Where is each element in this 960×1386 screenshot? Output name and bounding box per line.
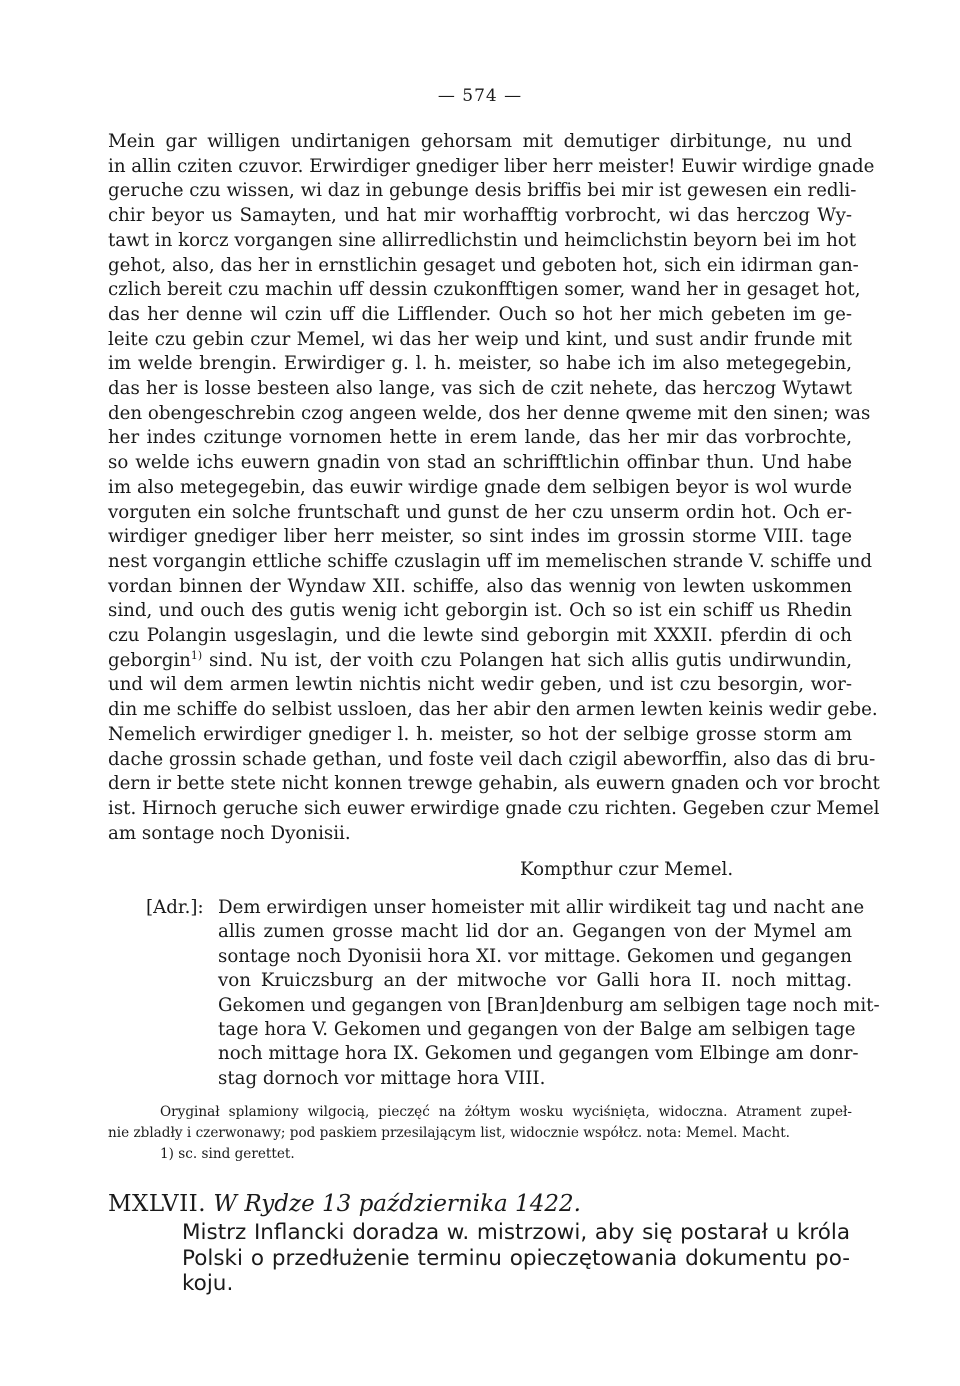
body-line: her indes czitunge vornomen hette in erem lande, das her mir das vorbrochte, — [108, 427, 852, 449]
address-line: sontage noch Dyonisii hora XI. vor mittage. Gekomen und gegangen — [218, 945, 852, 967]
summary-line: koju. — [182, 1271, 234, 1296]
body-line: den obengeschrebin czog angeen welde, dos her denne qweme mit den sinen; was — [108, 402, 871, 424]
footnote-line: nie zbladły i czerwonawy; pod paskiem przesilającym list, widocznie współcz. nota: Memel. Macht. — [108, 1125, 790, 1141]
footnote-marker: 1) — [190, 648, 203, 662]
body-line-with-footnote — [108, 649, 852, 674]
body-line: nest vorgangin ettliche schiffe czuslagin uff im memelischen strande V. schiffe und — [108, 550, 872, 572]
document-number: MXLVII. — [108, 1191, 207, 1217]
address-line: allis zumen grosse macht lid dor an. Gegangen von der Mymel am — [218, 921, 852, 943]
body-line: ist. Hirnoch geruche sich euwer erwirdige gnade czu richten. Gegeben czur Memel — [108, 797, 880, 819]
body-line: gehot, also, das her in ernstlichin gesaget und geboten hot, sich ein idirman gan- — [108, 254, 859, 276]
address-text — [218, 896, 880, 1091]
address-line: noch mittage hora IX. Gekomen und gegangen vom Elbinge am donr- — [218, 1043, 859, 1065]
body-line: das her denne wil czin uff die Lifflender. Ouch so hot her mich gebeten im ge- — [108, 303, 852, 325]
summary-line: Polski o przedłużenie terminu opieczętowania dokumentu po- — [182, 1245, 850, 1271]
body-line: im also metegegebin, das euwir wirdige gnade dem selbigen beyor is wol wurde — [108, 476, 852, 498]
body-line: und wil dem armen lewtin nichtis nicht wedir geben, und ist czu besorgin, wor- — [108, 674, 852, 696]
body-line: geruche czu wissen, wi daz in gebunge desis briffis bei mir ist gewesen ein redli- — [108, 180, 857, 202]
footnotes — [108, 1102, 852, 1165]
body-line: leite czu gebin czur Memel, wi das her weip und kint, und sust andir frunde mit — [108, 328, 852, 350]
body-line: czu Polangin usgeslagin, und die lewte sind geborgin mit XXXII. pferdin di och — [108, 625, 852, 647]
body-line: chir beyor us Samayten, und hat mir worhafftig vorbrocht, wi das herczog Wy- — [108, 205, 852, 227]
document-date: W Rydze 13 października 1422. — [213, 1191, 581, 1217]
body-line: dern ir bette stete nicht konnen trewge gehabin, als euwern gnaden och vor brocht — [108, 773, 880, 795]
body-line: wirdiger gnediger liber herr meister, so sint indes im grossin storme VIII. tage — [108, 526, 852, 548]
address-label: [Adr.]: — [146, 897, 204, 918]
body-line: vorguten ein solche fruntschaft und gunst de her czu unserm ordin hot. Och er- — [108, 501, 852, 523]
footnote-line: Oryginał splamiony wilgocią, pieczęć na żółtym wosku wyciśnięta, widoczna. Atrament zupeł- — [160, 1104, 852, 1120]
body-line-part: geborgin — [108, 649, 191, 671]
body-line-part: sind. Nu ist, der voith czu Polangen hat sich allis gutis undirwundin, — [208, 649, 852, 671]
body-line: sind, und ouch des gutis wenig icht geborgin ist. Och so ist ein schiff us Rhedin — [108, 600, 852, 622]
body-line: vordan binnen der Wyndaw XII. schiffe, also das wennig von lewten uskommen — [108, 575, 852, 597]
body-line: in allin cziten czuvor. Erwirdiger gnediger liber herr meister! Euwir wirdige gnade — [108, 155, 875, 177]
body-line: Nemelich erwirdiger gnediger l. h. meister, so hot der selbige grosse storm am — [108, 723, 852, 745]
address-line: von Kruiczsburg an der mitwoche vor Galli hora II. noch mittag. — [218, 970, 852, 992]
body-line: im welde brengin. Erwirdiger g. l. h. meister, so habe ich im also metegegebin, — [108, 353, 852, 375]
address-line: Gekomen und gegangen von [Bran]denburg am selbigen tage noch mit- — [218, 994, 880, 1016]
address-line: Dem erwirdigen unser homeister mit allir wirdikeit tag und nacht ane — [218, 897, 865, 918]
body-line: am sontage noch Dyonisii. — [108, 822, 351, 844]
address-line: tage hora V. Gekomen und gegangen von der Balge am selbigen tage — [218, 1019, 856, 1041]
body-line: das her is losse besteen also lange, vas sich de czit nehete, das herczog Wytawt — [108, 378, 852, 400]
document-summary — [182, 1220, 850, 1297]
body-line: dache grossin schade gethan, und foste veil dach czigil abeworffin, also das di bru- — [108, 748, 876, 770]
footnote-1: 1) sc. sind gerettet. — [160, 1146, 295, 1162]
body-line: din me schiffe do selbist ussloen, das her abir den armen lewten keinis wedir gebe. — [108, 699, 878, 721]
address-line: stag dornoch vor mittage hora VIII. — [218, 1067, 546, 1089]
document-heading — [108, 1190, 852, 1218]
signature: Kompthur czur Memel. — [520, 859, 734, 880]
page-number: — 574 — — [437, 86, 523, 106]
summary-line: Mistrz Inflancki doradza w. mistrzowi, aby się postarał u króla — [182, 1220, 850, 1245]
body-line: czlich bereit czu machin uff dessin czukonfftigen somer, wand her in gesaget hot, — [108, 279, 861, 301]
body-line: tawt in korcz vorgangen sine allirredlichstin und heimclichstin beyorn bei im hot — [108, 229, 857, 251]
letter-body — [108, 130, 880, 846]
body-line: Mein gar willigen undirtanigen gehorsam mit demutiger dirbitunge, nu und — [108, 131, 852, 152]
body-line: so welde ichs euwern gnadin von stad an schrifftlichin offinbar thun. Und habe — [108, 452, 852, 474]
